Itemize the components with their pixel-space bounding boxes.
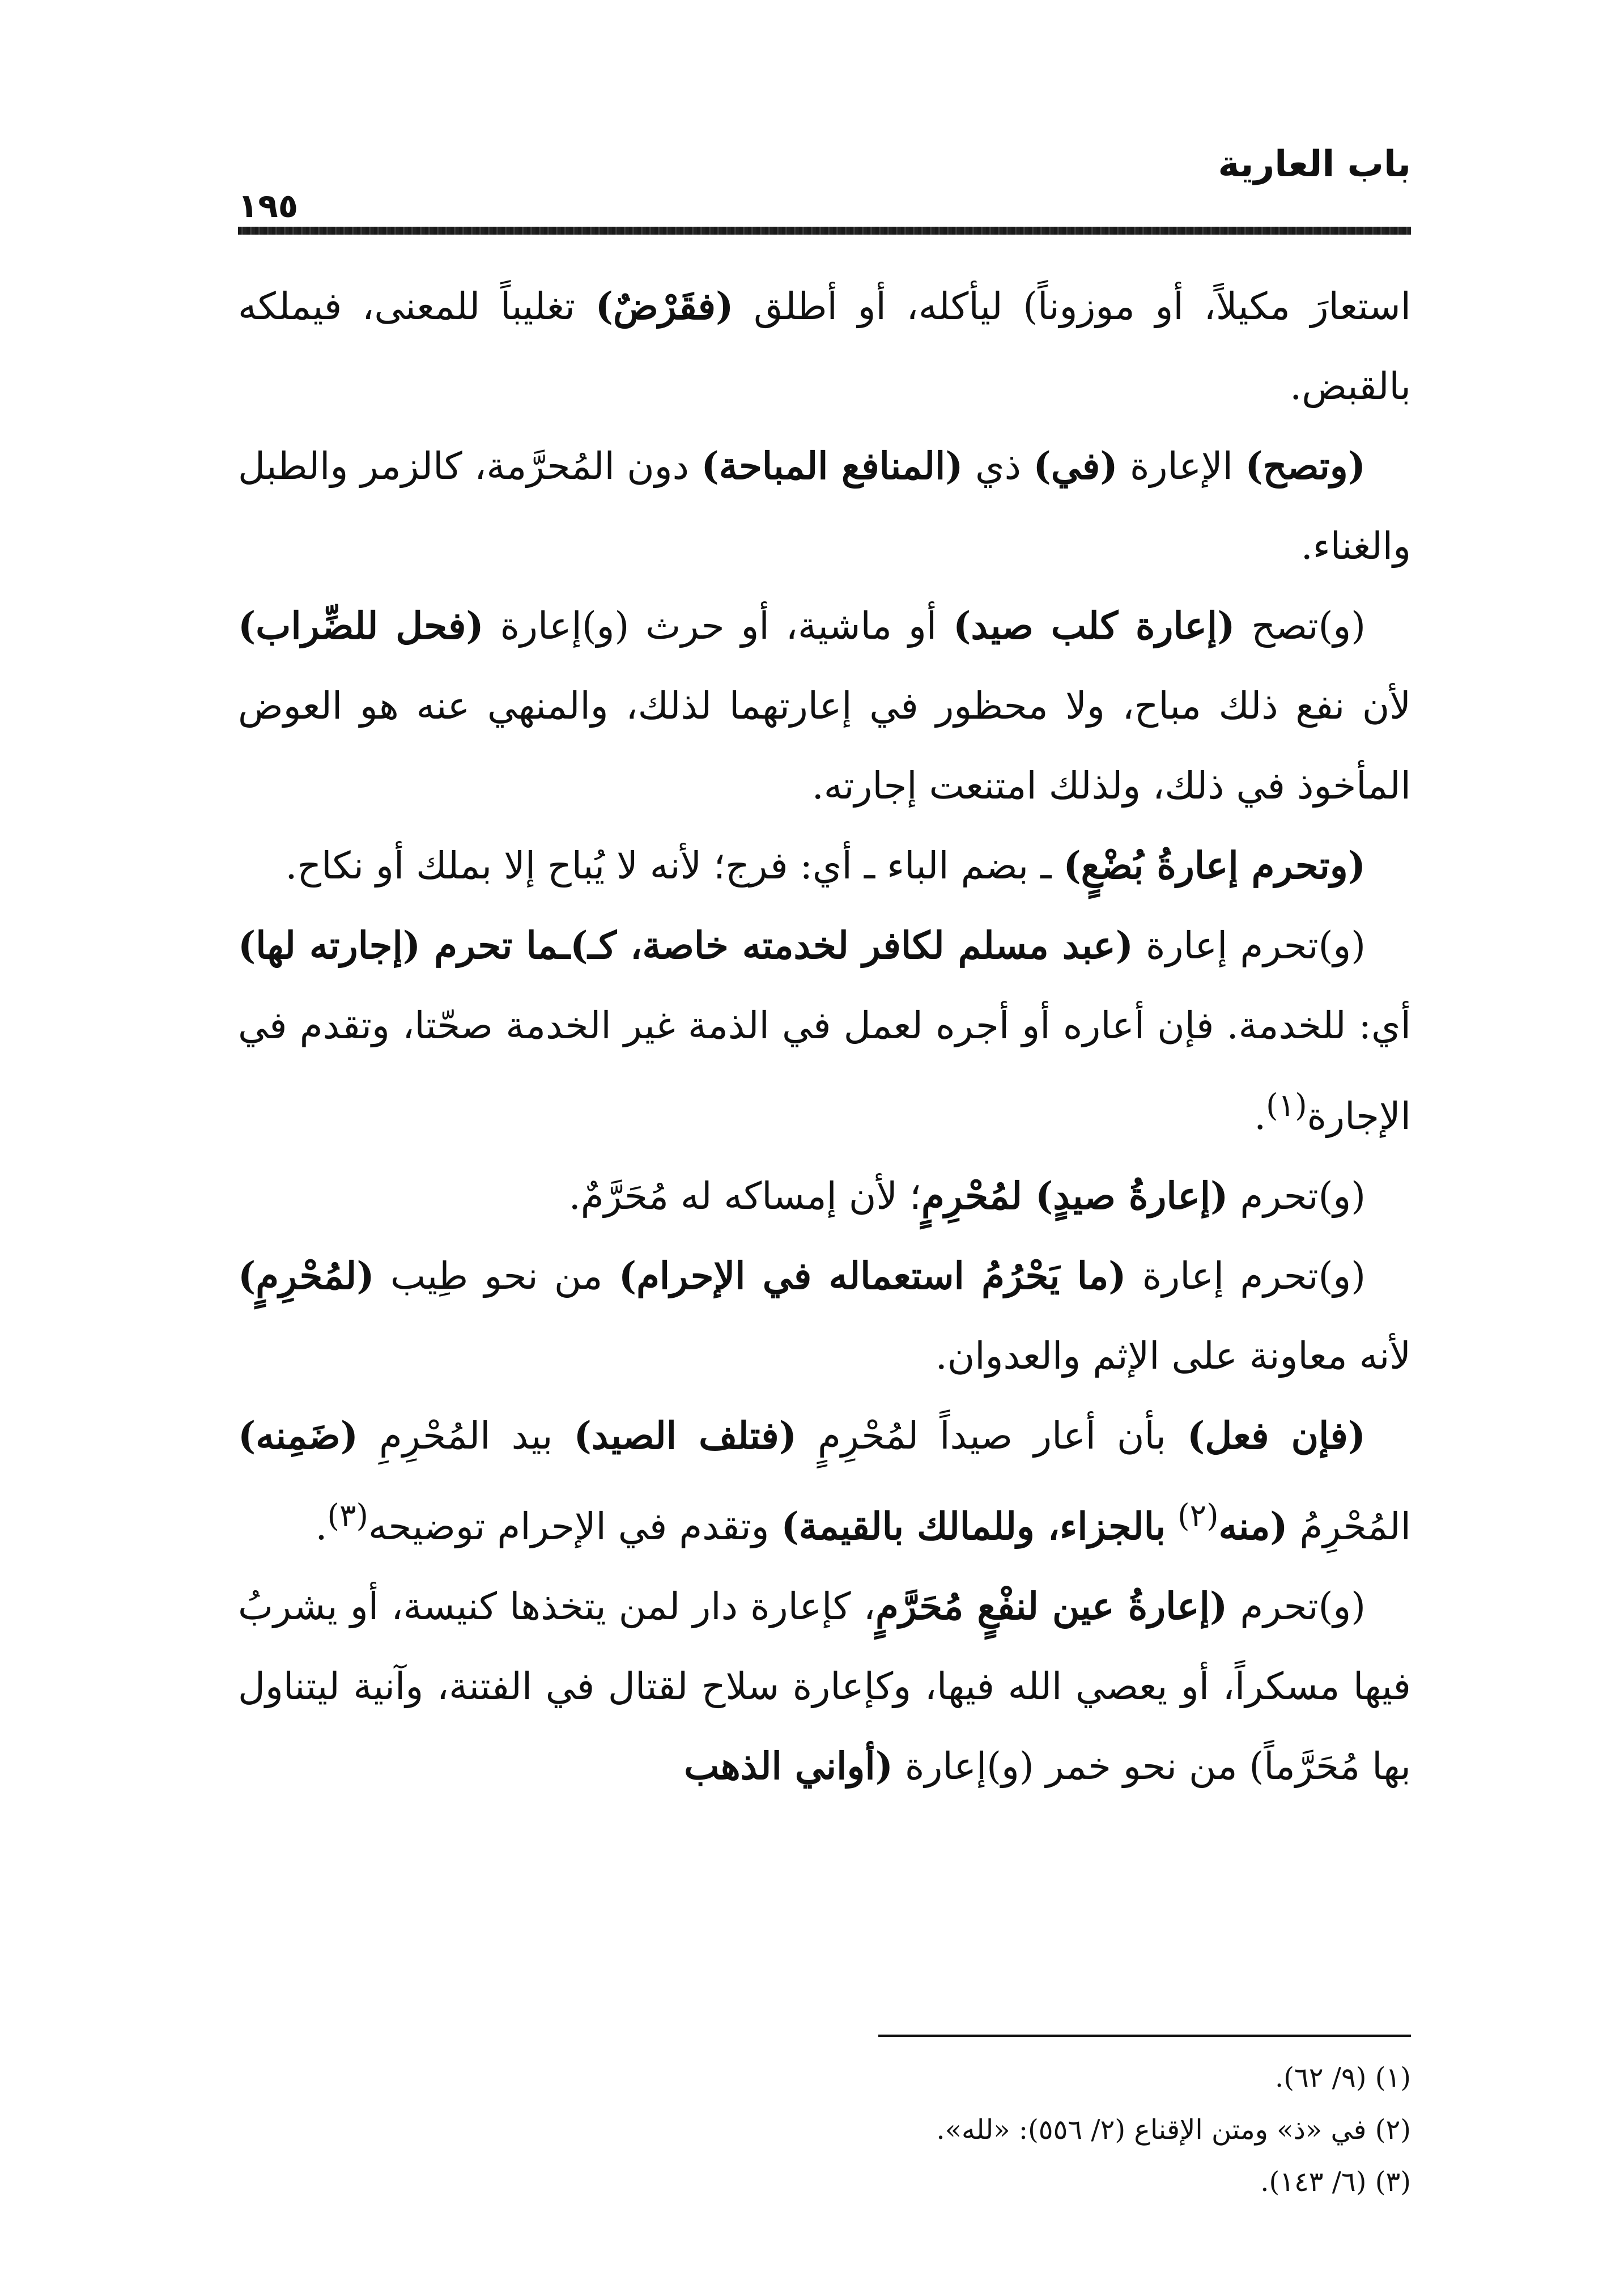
paragraph-7: (و)تحرم إعارة (ما يَحْرُمُ استعماله في الإحرام) من نحو طِيب (لمُحْرِمٍ) لأنه معاونة على الإثم والعدوان. [238,1254,1411,1378]
paragraph-1: استعارَ مكيلاً، أو موزوناً) ليأكله، أو أطلق (فقَرْضٌ) تغليباً للمعنى، فيملكه بالقبض. [238,284,1411,408]
header-rule [238,227,1411,235]
paragraph-3: (و)تصح (إعارة كلب صيد) أو ماشية، أو حرث (و)إعارة (فحل للضِّراب) لأن نفع ذلك مباح، ولا محظور في إعارتهما لذلك، والمنهي عنه هو العوض المأخوذ في ذلك، ولذلك امتنعت إجارته. [238,604,1411,808]
body-text [238,266,1411,1806]
page-number: ١٩٥ [238,186,299,225]
paragraph-8: (فإن فعل) بأن أعار صيداً لمُحْرِمٍ (فتلف الصيد) بيد المُحْرِمِ (ضَمِنه) المُحْرِمُ (منه$^{(٢)}$ بالجزاء، وللمالك بالقيمة) وتقدم في الإحرام توضيحه$^{(٣)}$. [238,1413,1411,1548]
footnote-2: (٢) في «ذ» ومتن الإقناع (٢/ ٥٥٦): «لله». [936,2114,1411,2146]
paragraph-6: (و)تحرم (إعارةُ صيدٍ) لمُحْرِمٍ؛ لأن إمساكه له مُحَرَّمٌ. [568,1174,1366,1218]
paragraph-4: (وتحرم إعارةُ بُضْعٍ) ـ بضم الباء ـ أي: فرج؛ لأنه لا يُباح إلا بملك أو نكاح. [285,843,1366,888]
footnote-1: (١) (٩/ ٦٢). [1275,2062,1411,2094]
page-header [238,142,1411,232]
footnote-separator [878,2035,1411,2037]
paragraph-2: (وتصح) الإعارة (في) ذي (المنافع المباحة) دون المُحرَّمة، كالزمر والطبل والغناء. [238,444,1411,568]
paragraph-5: (و)تحرم إعارة (عبد مسلم لكافر لخدمته خاصة، كـ)ـما تحرم (إجارته لها) أي: للخدمة. فإن أعاره أو أجره لعمل في الذمة غير الخدمة صحّتا، وتقدم في الإجارة$^{(١)}$. [238,923,1411,1138]
running-title: باب العارية [1218,143,1411,185]
footnote-3: (٣) (٦/ ١٤٣). [1260,2166,1411,2198]
footnotes [238,2052,1411,2208]
paragraph-9: (و)تحرم (إعارةُ عين لنفْعٍ مُحَرَّمٍ، كإعارة دار لمن يتخذها كنيسة، أو يشربُ فيها مسكراً، أو يعصي الله فيها، وكإعارة سلاح لقتال في الفتنة، وآنية ليتناول بها مُحَرَّماً) من نحو خمر (و)إعارة (أواني الذهب [238,1584,1411,1788]
